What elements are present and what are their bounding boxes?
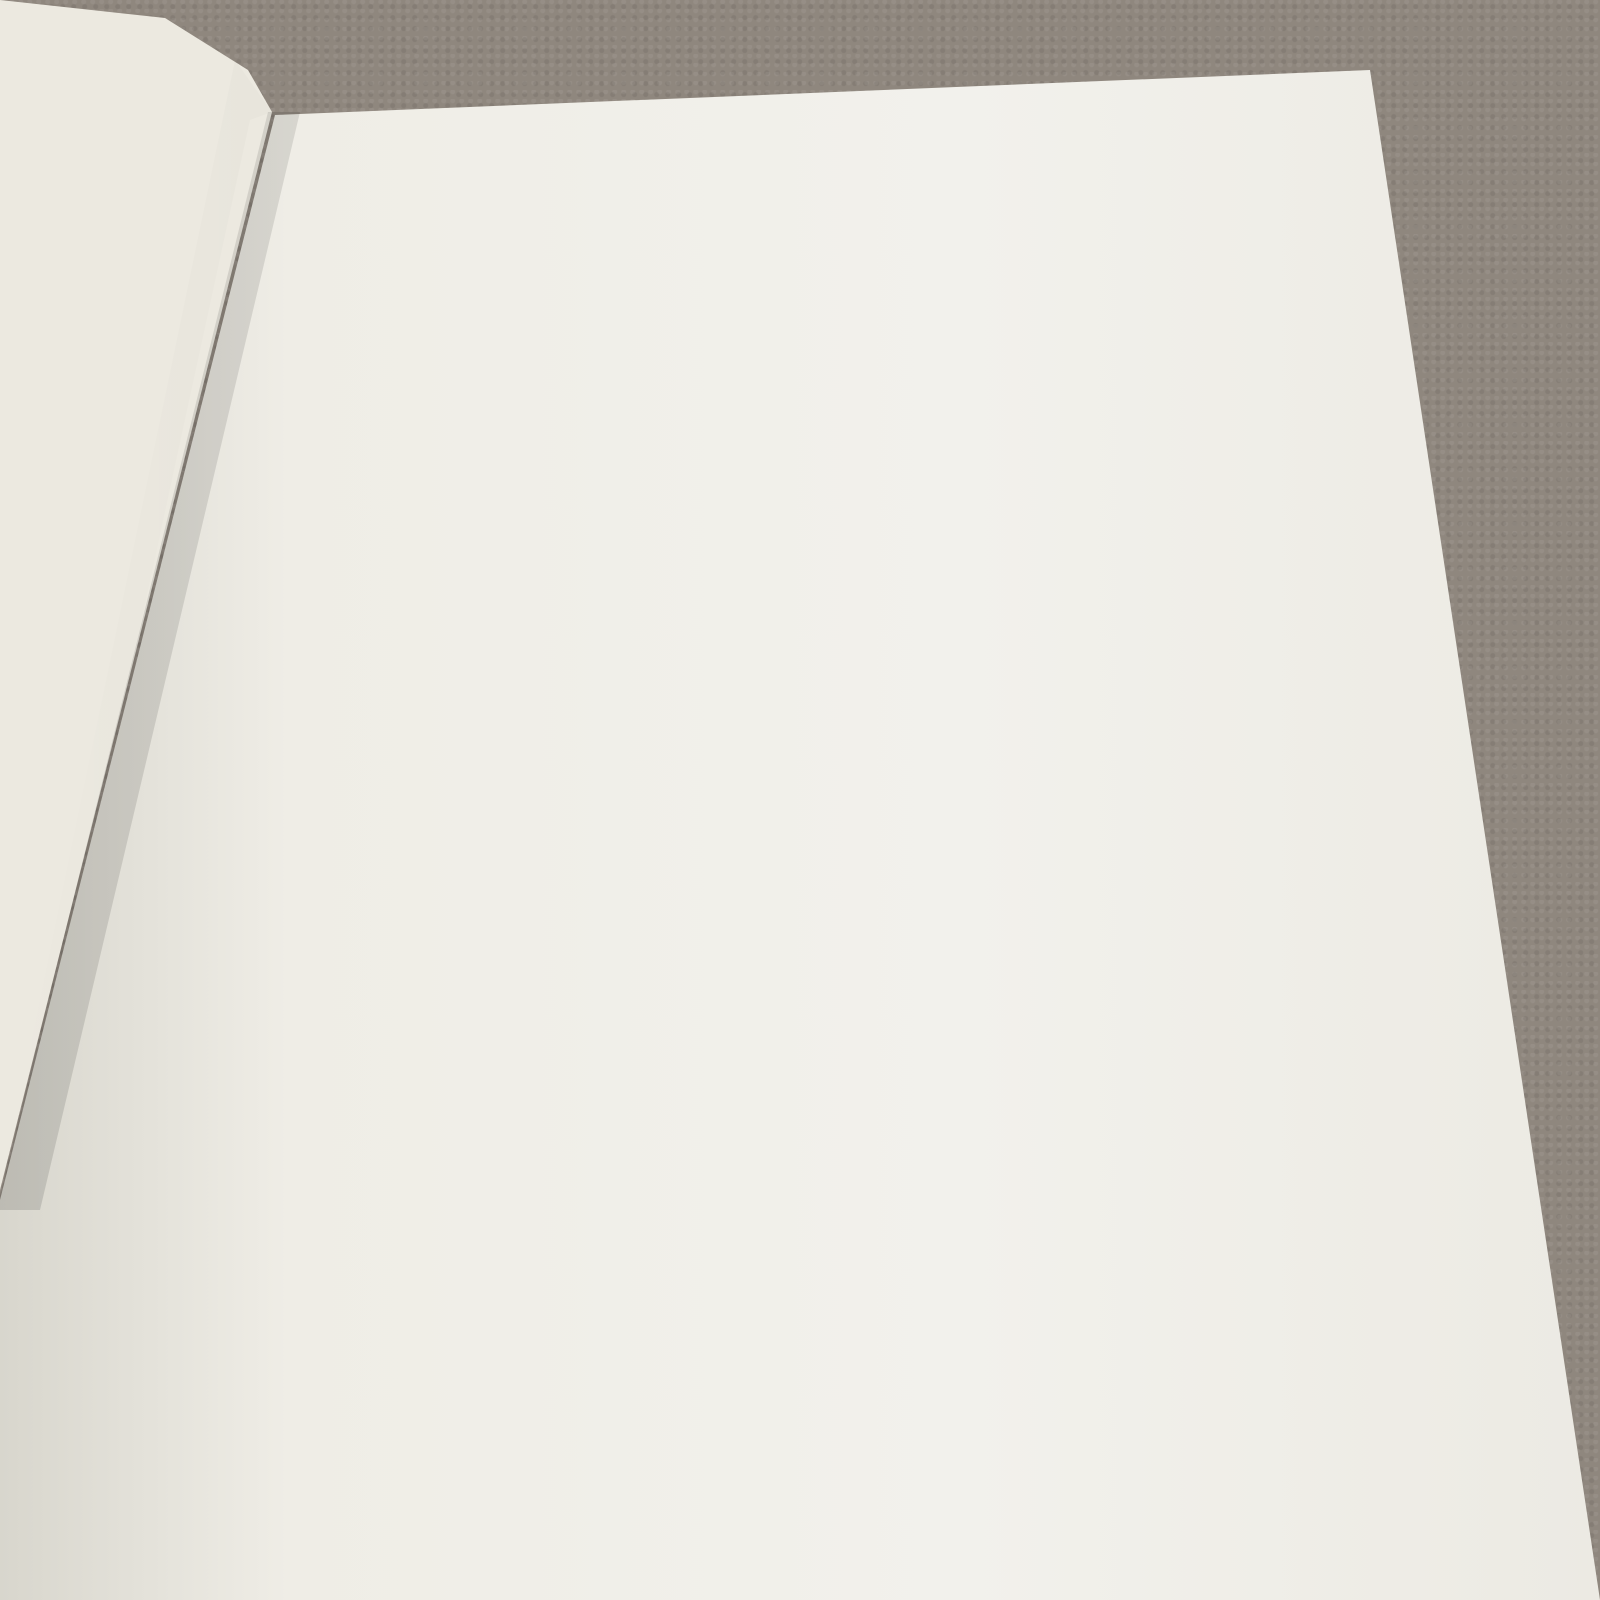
column-2 [0,0,1599,6]
column-3 [4,0,1600,16]
left-page-fragment [0,0,1490,41]
column-header-no-rts [498,97,530,99]
column-header-no-box [549,95,581,97]
column-1 [0,0,1591,12]
